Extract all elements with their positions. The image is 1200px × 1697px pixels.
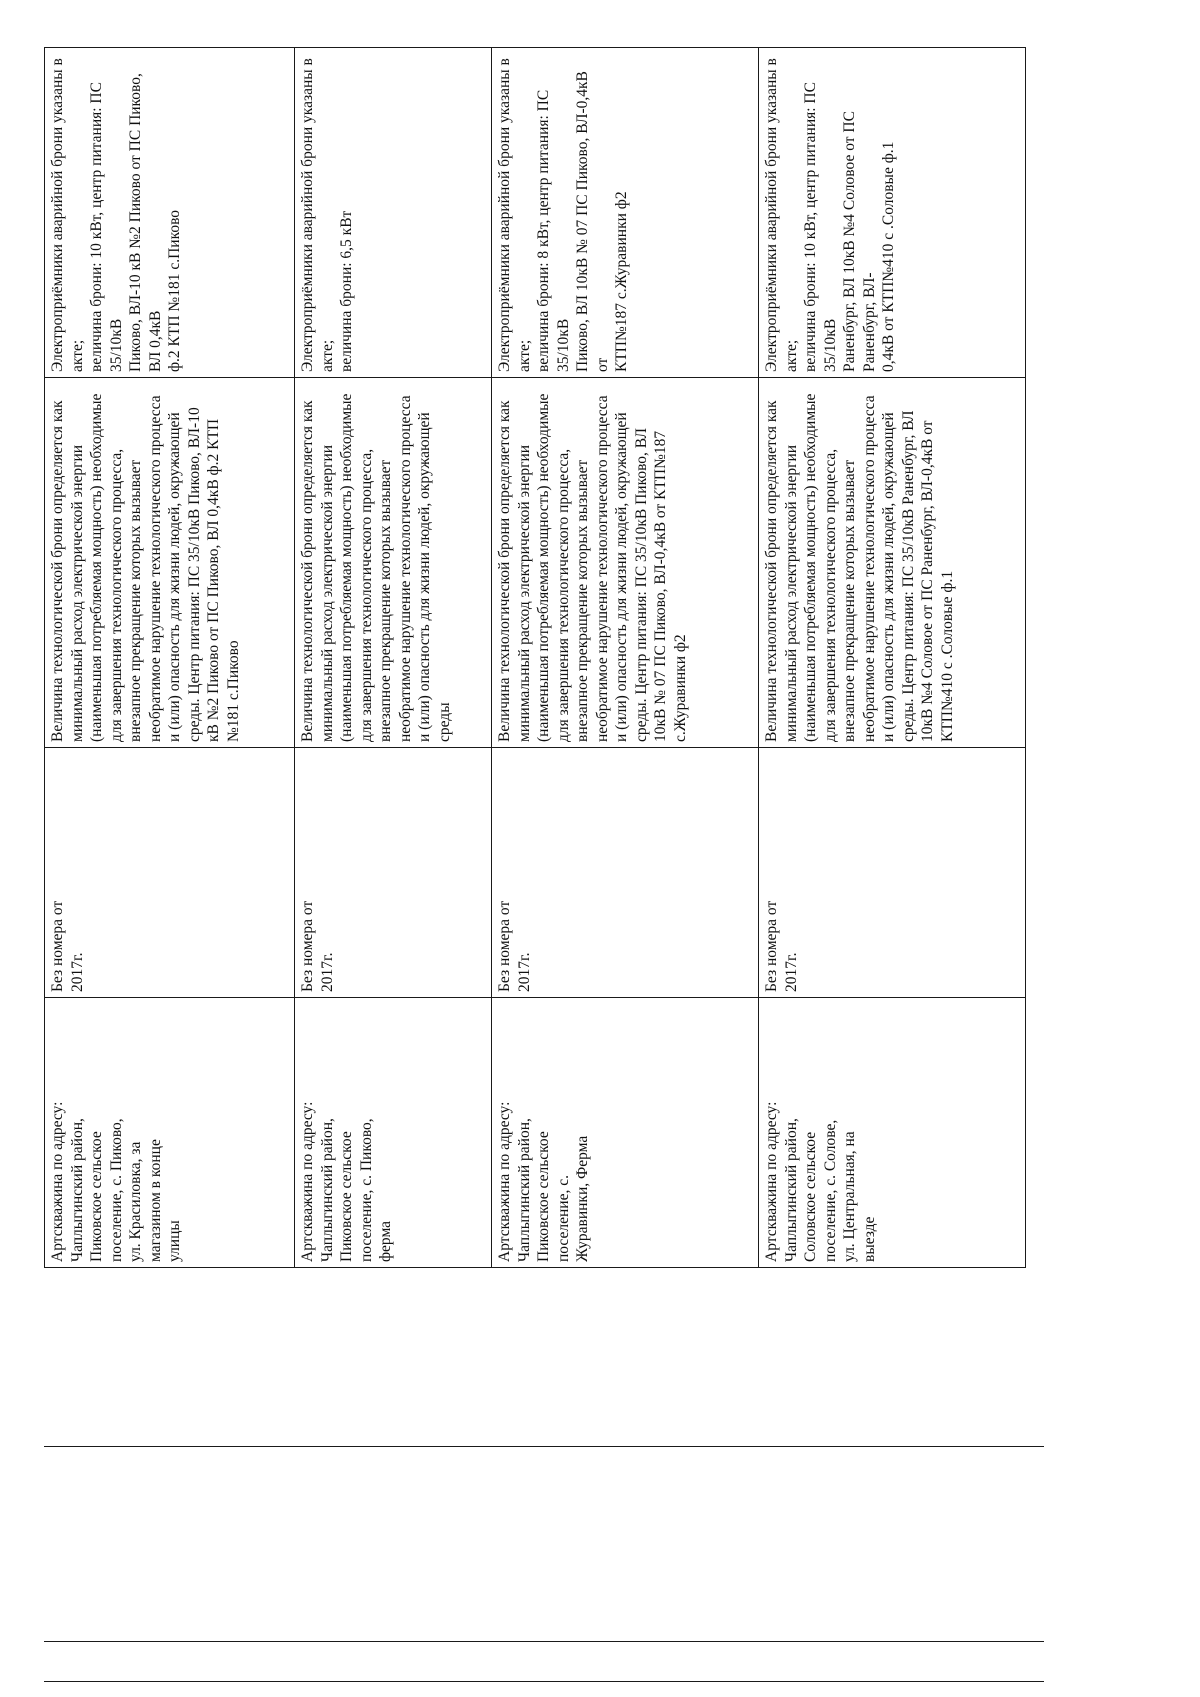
cell-emergency-reserve: Электроприёмники аварийной брони указаны в акте; величина брони: 10 кВт, центр питания: ПС 35/10кВ Пиково, ВЛ-10 кВ №2 Пиково от ПС Пиково, ВЛ 0,4кВ ф.2 КТП №181 с.Пиково xyxy=(45,48,295,378)
cell-object: Артскважина по адресу: Чаплыгинский район, Пиковское сельское поселение, с. Пиково, ферма xyxy=(295,998,492,1268)
cell-tech-reserve: Величина технологической брони определяется как минимальный расход электрической энергии (наименьшая потребляемая мощность) необходимые для завершения технологического процесса, внезапное прекращение которых вызывает необратимое нарушение технологического процесса и (или) опасность для жизни людей, окружающей среды. Центр питания: ПС 35/10кВ Раненбург, ВЛ 10кВ №4 Соловое от ПС Раненбург, ВЛ-0,4кВ от КТП№410 с .Соловые ф.1 xyxy=(759,378,1026,748)
table-row xyxy=(492,48,759,1268)
cell-act: Без номера от 2017г. xyxy=(295,748,492,998)
cell-emergency-reserve: Электроприёмники аварийной брони указаны в акте; величина брони: 8 кВт, центр питания: ПС 35/10кВ Пиково, ВЛ 10кВ № 07 ПС Пиково, ВЛ-0,4кВ от КТП№187 с.Журавинки ф2 xyxy=(492,48,759,378)
cell-emergency-reserve: Электроприёмники аварийной брони указаны в акте; величина брони: 10 кВт, центр питания: ПС 35/10кВ Раненбург, ВЛ 10кВ №4 Соловое от ПС Раненбург, ВЛ- 0,4кВ от КТП№410 с .Соловые ф.1 xyxy=(759,48,1026,378)
cell-act: Без номера от 2017г. xyxy=(759,748,1026,998)
cell-act: Без номера от 2017г. xyxy=(45,748,295,998)
divider-line xyxy=(44,1681,1044,1682)
cell-tech-reserve: Величина технологической брони определяется как минимальный расход электрической энергии (наименьшая потребляемая мощность) необходимые для завершения технологического процесса, внезапное прекращение которых вызывает необратимое нарушение технологического процесса и (или) опасность для жизни людей, окружающей среды. Центр питания: ПС 35/10кВ Пиково, ВЛ 10кВ № 07 ПС Пиково, ВЛ-0,4кВ от КТП№187 с.Журавинки ф2 xyxy=(492,378,759,748)
cell-object: Артскважина по адресу: Чаплыгинский район, Соловское сельское поселение, с. Солове, ул. Центральная, на выезде xyxy=(759,998,1026,1268)
cell-tech-reserve: Величина технологической брони определяется как минимальный расход электрической энергии (наименьшая потребляемая мощность) необходимые для завершения технологического процесса, внезапное прекращение которых вызывает необратимое нарушение технологического процесса и (или) опасность для жизни людей, окружающей среды. Центр питания: ПС 35/10кВ Пиково, ВЛ-10 кВ №2 Пиково от ПС Пиково, ВЛ 0,4кВ ф.2 КТП №181 с.Пиково xyxy=(45,378,295,748)
cell-act: Без номера от 2017г. xyxy=(492,748,759,998)
divider-line xyxy=(44,1446,1044,1447)
cell-tech-reserve: Величина технологической брони определяется как минимальный расход электрической энергии (наименьшая потребляемая мощность) необходимые для завершения технологического процесса, внезапное прекращение которых вызывает необратимое нарушение технологического процесса и (или) опасность для жизни людей, окружающей среды xyxy=(295,378,492,748)
reservation-table xyxy=(44,47,1026,1268)
table-row xyxy=(295,48,492,1268)
cell-object: Артскважина по адресу: Чаплыгинский район, Пиковское сельское поселение, с. Журавинки, Ферма xyxy=(492,998,759,1268)
rotated-table-page xyxy=(44,48,1044,1268)
table-row xyxy=(759,48,1026,1268)
divider-line xyxy=(44,1641,1044,1642)
table-row xyxy=(45,48,295,1268)
cell-emergency-reserve: Электроприёмники аварийной брони указаны в акте; величина брони: 6,5 кВт xyxy=(295,48,492,378)
cell-object: Артскважина по адресу: Чаплыгинский район, Пиковское сельское поселение, с. Пиково, ул. Красиловка, за магазином в конце улицы xyxy=(45,998,295,1268)
